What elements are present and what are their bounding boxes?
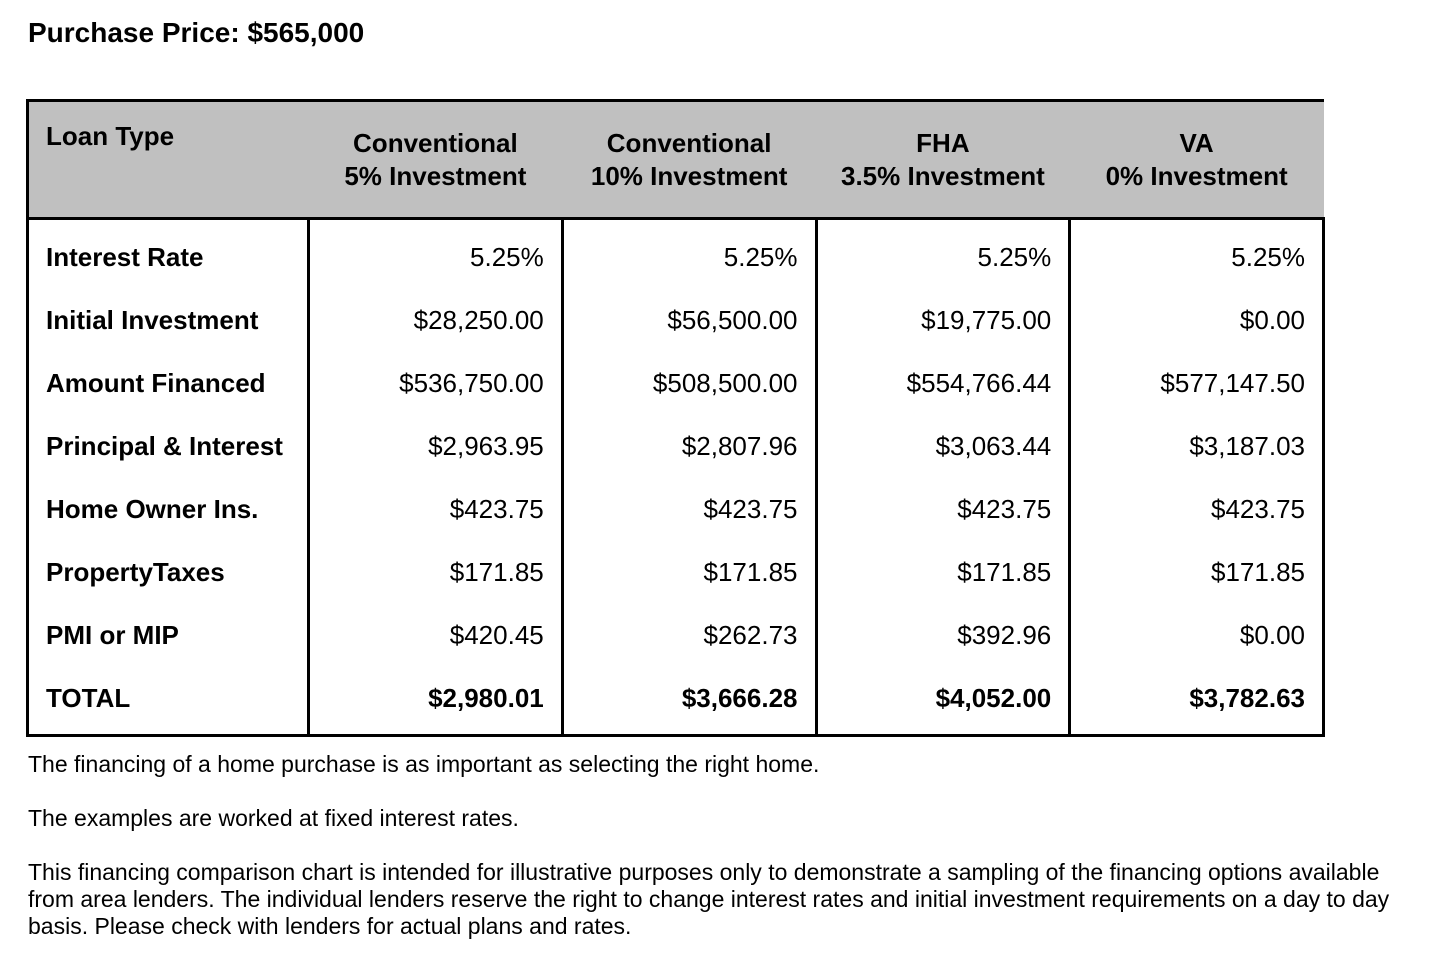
header-fha (816, 101, 1070, 219)
row-pmi-mip (28, 604, 1324, 667)
header-loan-type: Loan Type (28, 101, 309, 219)
header-line1: Conventional (606, 127, 772, 158)
cell-value: $171.85 (1070, 541, 1324, 604)
row-initial-investment (28, 289, 1324, 352)
row-label: PropertyTaxes (28, 541, 309, 604)
cell-value: $423.75 (309, 478, 563, 541)
row-amount-financed (28, 352, 1324, 415)
cell-value: $2,807.96 (562, 415, 816, 478)
cell-value: $508,500.00 (562, 352, 816, 415)
row-principal-interest (28, 415, 1324, 478)
header-line2: 10% Investment (590, 160, 788, 191)
header-line2: 0% Investment (1105, 160, 1288, 191)
cell-value: $3,782.63 (1070, 667, 1324, 736)
cell-value: $171.85 (816, 541, 1070, 604)
note-paragraph: This financing comparison chart is intended for illustrative purposes only to demonstrate a sampling of the financing options available from area lenders. The individual lenders reserve the right to change interest rates and initial investment requirements on a day to day basis. Please check with lenders for actual plans and rates. (28, 859, 1390, 939)
cell-value: 5.25% (816, 219, 1070, 290)
cell-value: 5.25% (309, 219, 563, 290)
row-property-taxes (28, 541, 1324, 604)
cell-value: $2,963.95 (309, 415, 563, 478)
row-home-owner-ins (28, 478, 1324, 541)
row-interest-rate (28, 219, 1324, 290)
header-conventional-5 (309, 101, 563, 219)
header-line1: Conventional (353, 127, 518, 158)
cell-value: $554,766.44 (816, 352, 1070, 415)
row-label: Principal & Interest (28, 415, 309, 478)
cell-value: $423.75 (816, 478, 1070, 541)
header-line1: FHA (916, 127, 970, 158)
cell-value: $171.85 (309, 541, 563, 604)
cell-value: $423.75 (1070, 478, 1324, 541)
table-header-row (28, 101, 1324, 219)
note-paragraph: The examples are worked at fixed interest rates. (28, 805, 519, 831)
cell-value: $423.75 (562, 478, 816, 541)
cell-value: $3,187.03 (1070, 415, 1324, 478)
cell-value: $4,052.00 (816, 667, 1070, 736)
page-title: Purchase Price: $565,000 (28, 17, 365, 48)
row-label: Amount Financed (28, 352, 309, 415)
cell-value: $392.96 (816, 604, 1070, 667)
cell-value: $171.85 (562, 541, 816, 604)
loan-comparison-table (26, 99, 1325, 737)
cell-value: $28,250.00 (309, 289, 563, 352)
cell-value: $536,750.00 (309, 352, 563, 415)
header-line2: 5% Investment (344, 160, 527, 191)
cell-value: $0.00 (1070, 289, 1324, 352)
cell-value: $2,980.01 (309, 667, 563, 736)
cell-value: $56,500.00 (562, 289, 816, 352)
cell-value: 5.25% (1070, 219, 1324, 290)
cell-value: $0.00 (1070, 604, 1324, 667)
row-label: PMI or MIP (28, 604, 309, 667)
row-label: Interest Rate (28, 219, 309, 290)
cell-value: $577,147.50 (1070, 352, 1324, 415)
cell-value: $262.73 (562, 604, 816, 667)
row-label: TOTAL (28, 667, 309, 736)
row-label: Initial Investment (28, 289, 309, 352)
header-conventional-10 (562, 101, 816, 219)
row-label: Home Owner Ins. (28, 478, 309, 541)
cell-value: $420.45 (309, 604, 563, 667)
header-line2: 3.5% Investment (841, 160, 1045, 191)
header-va (1070, 101, 1324, 219)
cell-value: $3,666.28 (562, 667, 816, 736)
cell-value: $3,063.44 (816, 415, 1070, 478)
row-total (28, 667, 1324, 736)
note-paragraph: The financing of a home purchase is as important as selecting the right home. (28, 751, 820, 777)
header-line1: VA (1179, 127, 1214, 158)
disclaimer-notes (28, 751, 1418, 967)
cell-value: $19,775.00 (816, 289, 1070, 352)
cell-value: 5.25% (562, 219, 816, 290)
